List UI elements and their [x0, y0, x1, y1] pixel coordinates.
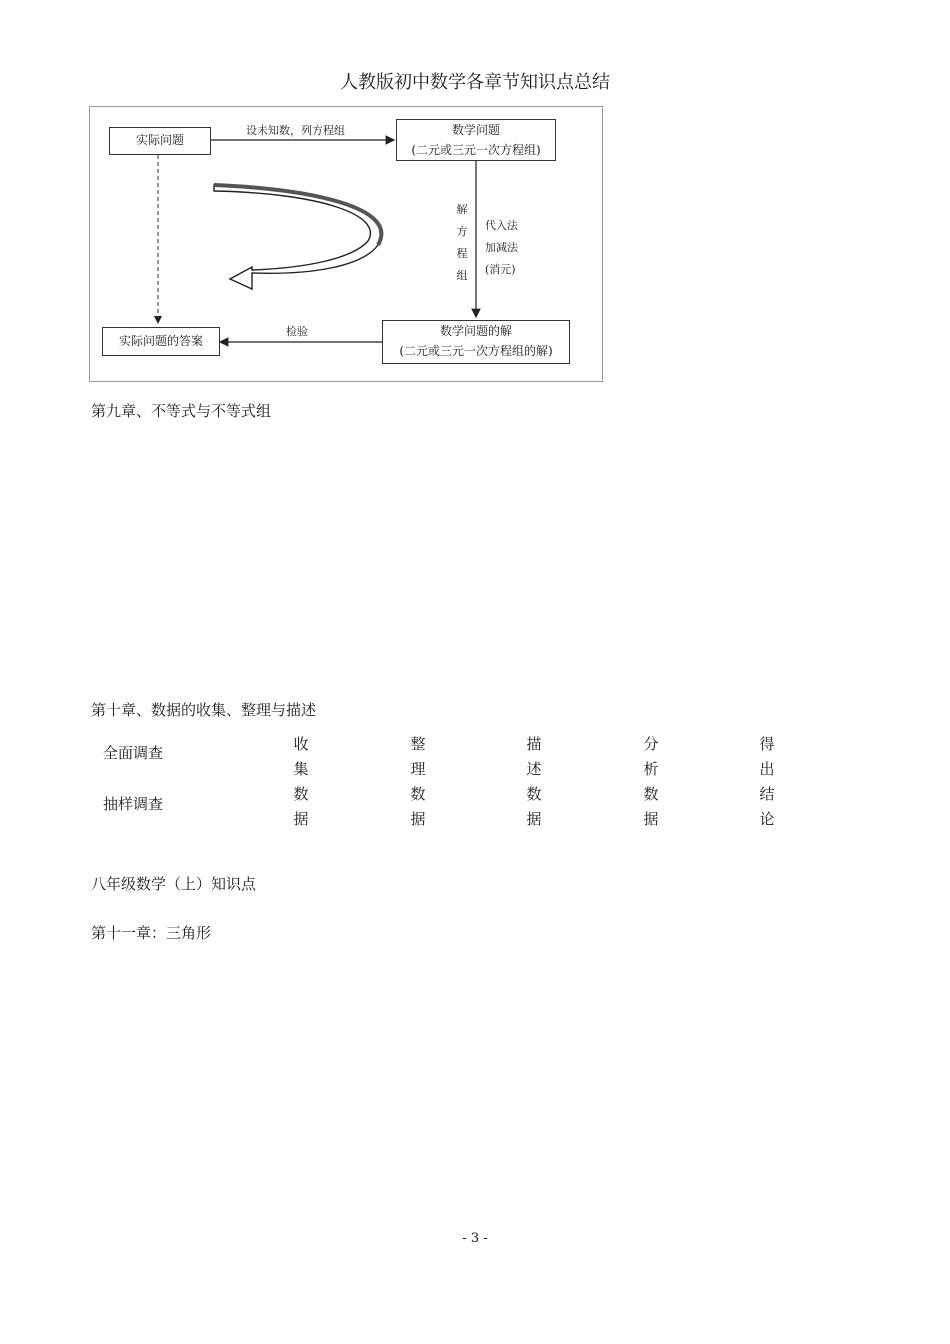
page-title: 人教版初中数学各章节知识点总结 — [340, 72, 610, 93]
real-problem-label: 实际问题 — [135, 133, 184, 147]
math-problem-sublabel: (二元或三元一次方程组) — [411, 143, 541, 157]
step-char: 数 — [410, 785, 426, 803]
page-number: - 3 - — [462, 1231, 488, 1246]
step-char: 出 — [759, 760, 775, 778]
step-char: 分 — [643, 735, 659, 753]
step-organize-data — [409, 732, 427, 832]
method-substitution: 代入法 — [485, 219, 518, 232]
step-char: 收 — [293, 735, 309, 753]
step-char: 数 — [293, 785, 309, 803]
equation-flowchart — [89, 106, 603, 382]
check-label: 检验 — [286, 325, 308, 338]
methods-label — [485, 215, 518, 281]
real-answer-label: 实际问题的答案 — [118, 334, 203, 348]
step-char: 整 — [410, 735, 426, 753]
real-problem-box — [109, 127, 211, 155]
method-note: (消元) — [485, 263, 516, 276]
math-solution-label: 数学问题的解 — [439, 324, 512, 338]
step-analyze-data — [642, 732, 660, 832]
sample-survey-label: 抽样调查 — [103, 795, 164, 813]
chapter-11-heading: 第十一章：三角形 — [91, 924, 212, 942]
solve-char: 程 — [456, 247, 468, 260]
step-describe-data — [525, 732, 543, 832]
math-solution-sublabel: (二元或三元一次方程组的解) — [399, 344, 553, 358]
set-unknowns-label: 设未知数，列方程组 — [246, 124, 345, 137]
step-char: 数 — [526, 785, 542, 803]
step-char: 析 — [643, 760, 659, 778]
step-char: 据 — [293, 810, 309, 828]
real-answer-box — [102, 327, 220, 356]
solve-char: 组 — [456, 269, 468, 282]
solve-char: 方 — [456, 225, 468, 238]
grade-8-heading: 八年级数学（上）知识点 — [91, 875, 257, 893]
math-solution-box — [382, 320, 570, 364]
step-draw-conclusion — [758, 732, 776, 832]
step-char: 据 — [643, 810, 659, 828]
step-char: 得 — [759, 735, 775, 753]
step-char: 理 — [410, 760, 426, 778]
step-collect-data — [292, 732, 310, 832]
solve-equations-label — [455, 199, 469, 287]
math-problem-label: 数学问题 — [451, 123, 500, 137]
step-char: 数 — [643, 785, 659, 803]
solve-char: 解 — [456, 203, 468, 216]
step-char: 集 — [293, 760, 309, 778]
step-char: 述 — [526, 760, 542, 778]
method-elimination: 加减法 — [485, 241, 518, 254]
step-char: 据 — [526, 810, 542, 828]
math-problem-box — [396, 119, 556, 161]
step-char: 据 — [410, 810, 426, 828]
curved-return-arrow — [214, 185, 381, 289]
chapter-10-heading: 第十章、数据的收集、整理与描述 — [91, 701, 317, 719]
full-survey-label: 全面调查 — [103, 744, 164, 762]
chapter-9-heading: 第九章、不等式与不等式组 — [91, 402, 272, 420]
step-char: 论 — [759, 810, 775, 828]
step-char: 结 — [759, 785, 775, 803]
step-char: 描 — [526, 735, 542, 753]
